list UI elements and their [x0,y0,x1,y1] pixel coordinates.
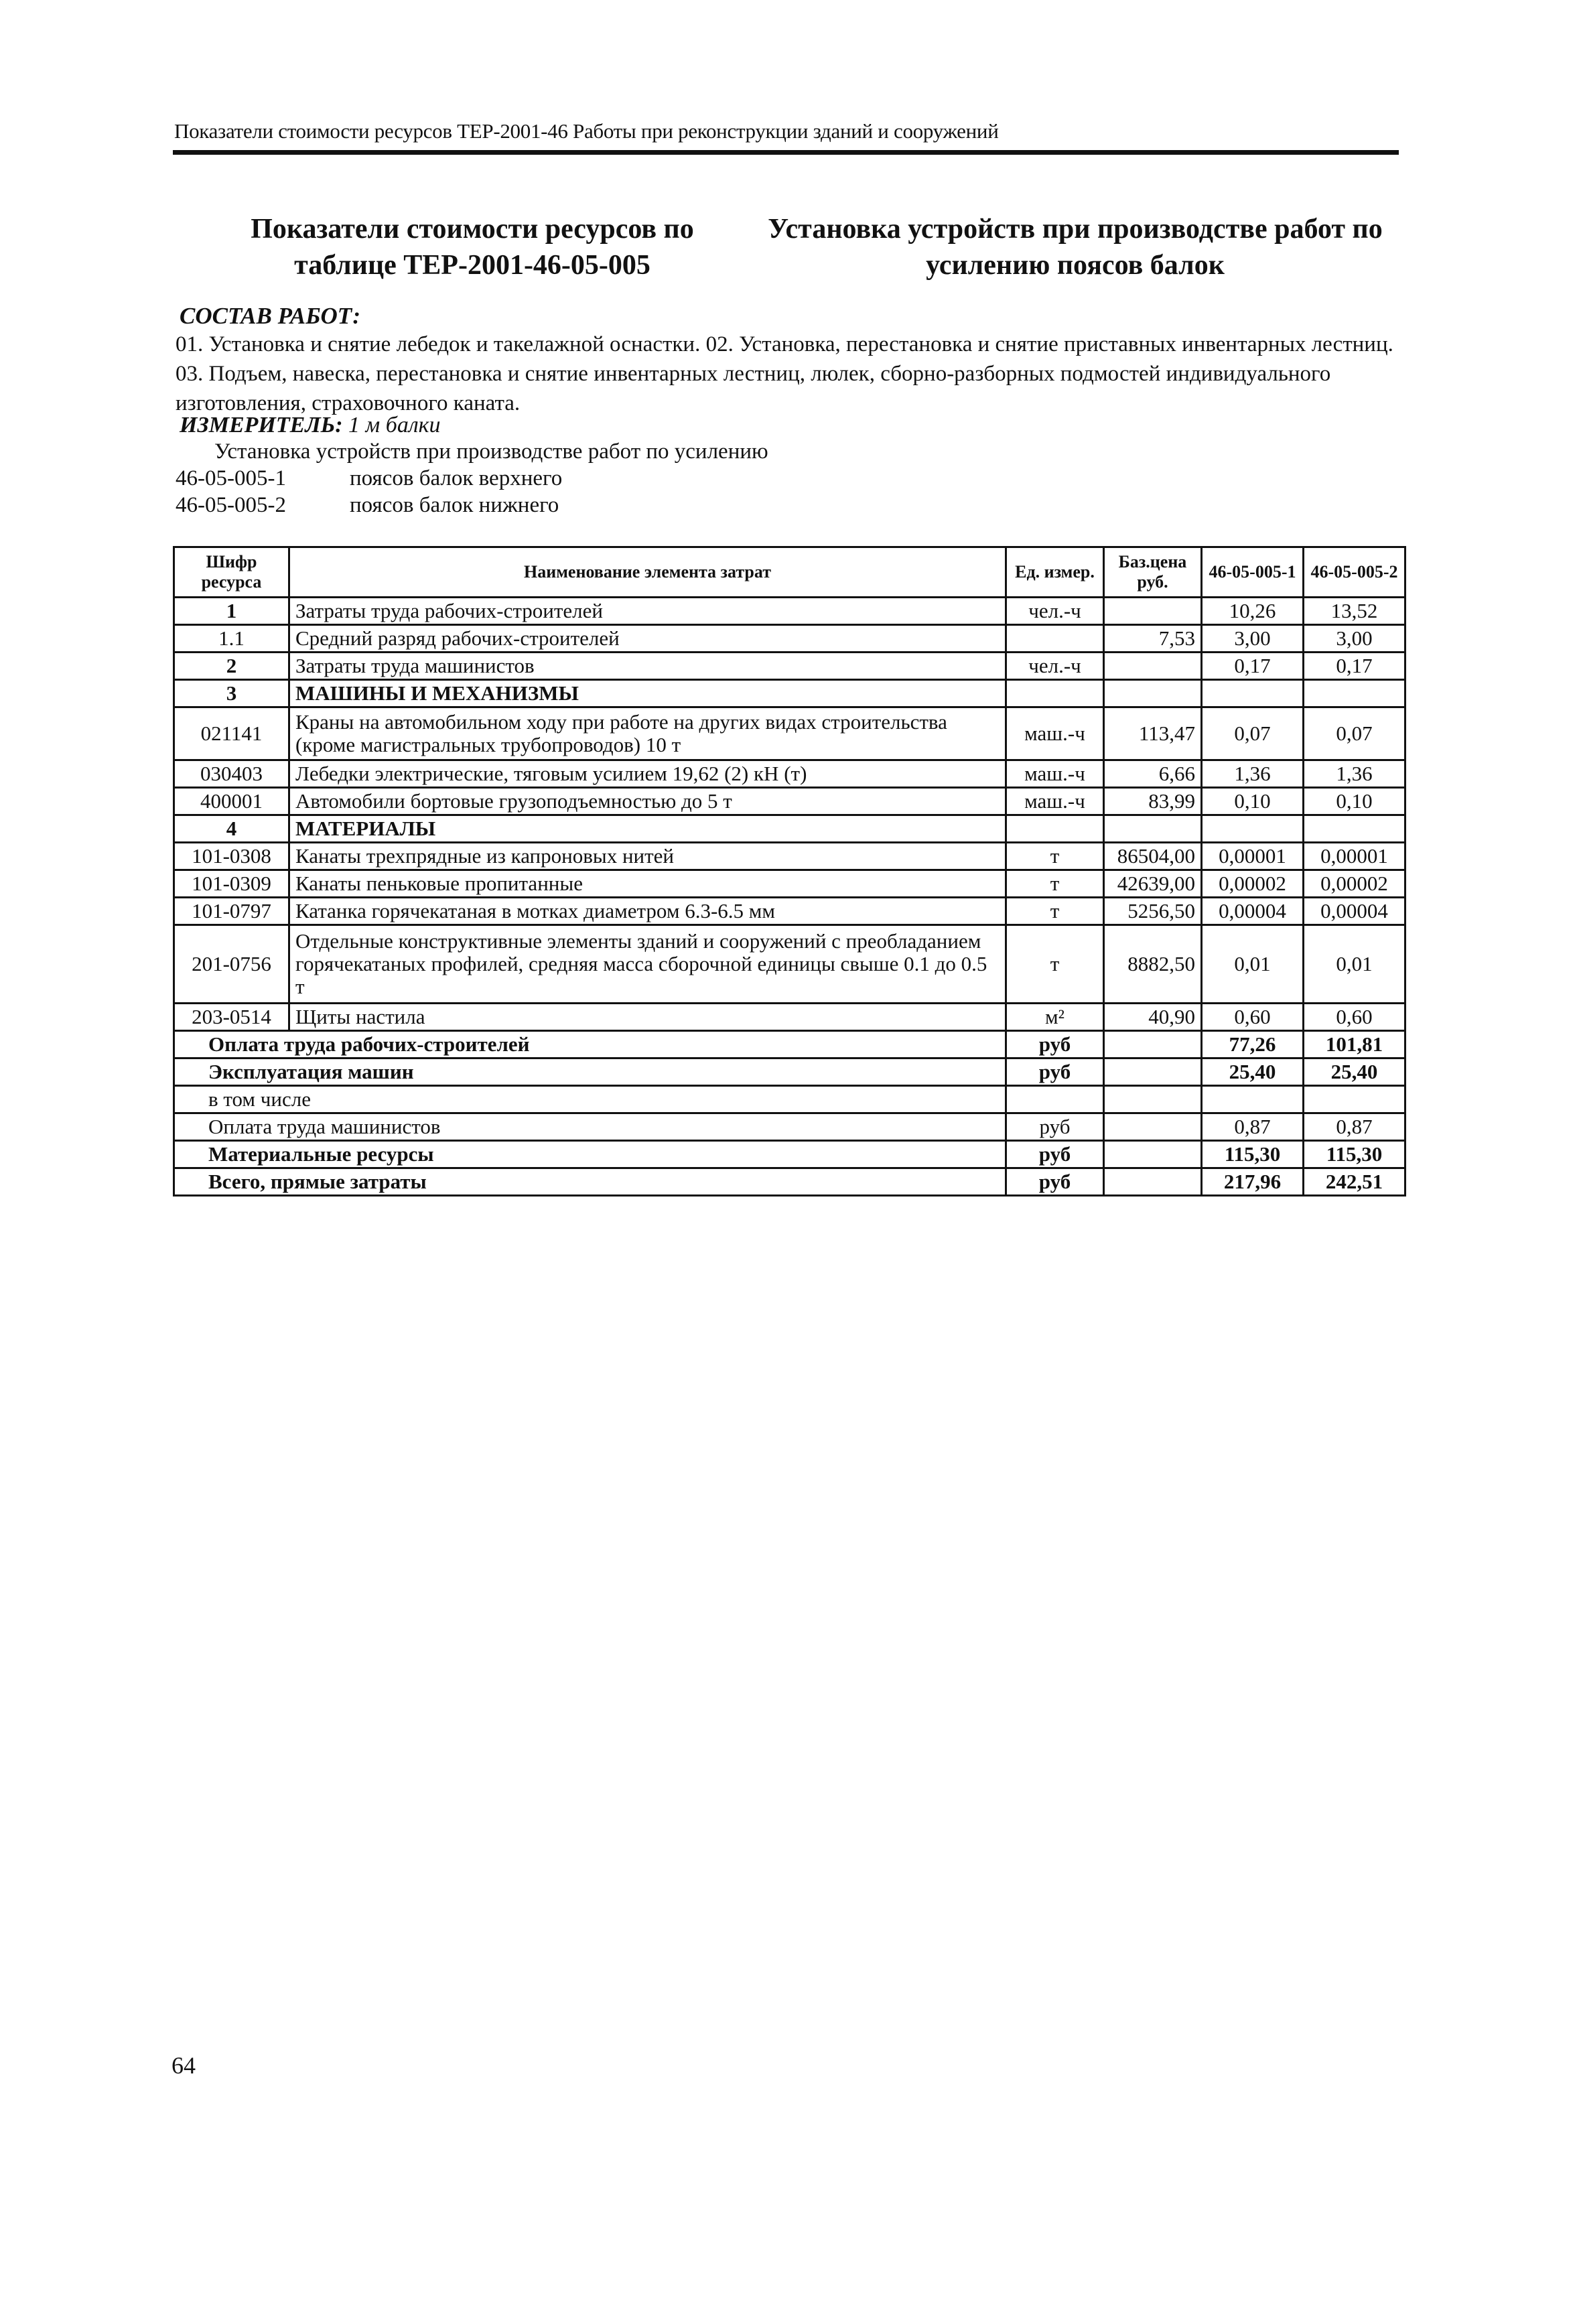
cell-name: Отдельные конструктивные элементы зданий и сооружений с преобладанием горячекатаных профилей, средняя масса сборочной единицы свыше 0.1 до 0.5 т [289,925,1006,1004]
cell-value-2: 13,52 [1304,598,1405,625]
variant-code: 46-05-005-1 [176,466,286,490]
cell-price: 113,47 [1104,707,1202,760]
measure-line [180,413,441,438]
resource-cost-table [173,546,1406,1197]
table-row [174,598,1405,625]
cell-price: 86504,00 [1104,843,1202,870]
cell-unit [1006,625,1104,653]
cell-price: 40,90 [1104,1004,1202,1031]
summary-price [1104,1113,1202,1141]
cell-value-1: 0,00002 [1202,870,1304,898]
cell-code: 101-0797 [174,898,289,925]
summary-value-2: 115,30 [1304,1141,1405,1168]
variant-row [176,493,559,518]
cell-code: 1.1 [174,625,289,653]
cell-name: МАШИНЫ И МЕХАНИЗМЫ [289,680,1006,707]
table-section-row [174,815,1405,843]
work-title-line-2: усилению поясов балок [926,250,1225,281]
header-col1: 46-05-005-1 [1202,547,1304,598]
summary-value-2: 242,51 [1304,1168,1405,1196]
summary-value-1: 25,40 [1202,1058,1304,1086]
cell-value-1: 0,10 [1202,788,1304,815]
cell-name: Канаты трехпрядные из капроновых нитей [289,843,1006,870]
table-row [174,707,1405,760]
header-name: Наименование элемента затрат [289,547,1006,598]
cell-name: Канаты пеньковые пропитанные [289,870,1006,898]
cell-name: Катанка горячекатаная в мотках диаметром 6.3-6.5 мм [289,898,1006,925]
cell-name: Затраты труда рабочих-строителей [289,598,1006,625]
table-title-line-1: Показатели стоимости ресурсов по [251,214,694,245]
cell-code: 400001 [174,788,289,815]
summary-name: Оплата труда рабочих-строителей [174,1031,1006,1058]
cell-code: 4 [174,815,289,843]
summary-unit: руб [1006,1031,1104,1058]
variant-text: поясов балок нижнего [350,493,559,517]
summary-name: Эксплуатация машин [174,1058,1006,1086]
cell-code: 021141 [174,707,289,760]
cell-unit [1006,815,1104,843]
summary-name: Материальные ресурсы [174,1141,1006,1168]
cell-value-2 [1304,680,1405,707]
summary-row [174,1031,1405,1058]
table-row [174,925,1405,1004]
variant-code: 46-05-005-2 [176,493,286,517]
cell-price: 7,53 [1104,625,1202,653]
cell-price: 42639,00 [1104,870,1202,898]
cell-name: Краны на автомобильном ходу при работе на других видах строительства (кроме магистральных трубопроводов) 10 т [289,707,1006,760]
summary-price [1104,1031,1202,1058]
table-row [174,788,1405,815]
measure-value: 1 м балки [348,413,441,437]
table-title [194,211,750,283]
cell-unit: т [1006,898,1104,925]
cell-price [1104,598,1202,625]
cell-unit: т [1006,843,1104,870]
cell-unit: т [1006,870,1104,898]
summary-value-2: 25,40 [1304,1058,1405,1086]
cell-value-2: 0,07 [1304,707,1405,760]
cell-unit: чел.-ч [1006,653,1104,680]
page-number: 64 [171,2052,196,2079]
cell-unit: маш.-ч [1006,707,1104,760]
cell-unit: т [1006,925,1104,1004]
summary-unit: руб [1006,1141,1104,1168]
cell-unit: чел.-ч [1006,598,1104,625]
summary-row [174,1086,1405,1113]
cell-code: 1 [174,598,289,625]
table-row [174,1004,1405,1031]
summary-name: в том числе [174,1086,1006,1113]
cell-value-1: 10,26 [1202,598,1304,625]
cell-code: 3 [174,680,289,707]
cell-unit [1006,680,1104,707]
header-col2: 46-05-005-2 [1304,547,1405,598]
cell-value-1: 0,17 [1202,653,1304,680]
work-title [750,211,1400,283]
header-unit: Ед. измер. [1006,547,1104,598]
cell-price: 83,99 [1104,788,1202,815]
summary-unit: руб [1006,1058,1104,1086]
summary-price [1104,1086,1202,1113]
cell-price [1104,680,1202,707]
cell-value-1: 0,00001 [1202,843,1304,870]
summary-row [174,1141,1405,1168]
summary-price [1104,1168,1202,1196]
cell-value-2: 0,60 [1304,1004,1405,1031]
cell-name: Затраты труда машинистов [289,653,1006,680]
cell-value-2: 3,00 [1304,625,1405,653]
cell-value-1 [1202,815,1304,843]
summary-value-1: 77,26 [1202,1031,1304,1058]
cell-price: 8882,50 [1104,925,1202,1004]
header-rule [173,150,1399,155]
table-title-line-2: таблице ТЕР-2001-46-05-005 [294,250,650,281]
cell-value-1: 0,01 [1202,925,1304,1004]
table-row [174,625,1405,653]
table-row [174,653,1405,680]
cell-value-1: 0,07 [1202,707,1304,760]
cell-name: МАТЕРИАЛЫ [289,815,1006,843]
table-row [174,870,1405,898]
cell-value-1: 3,00 [1202,625,1304,653]
cell-name: Щиты настила [289,1004,1006,1031]
summary-value-2 [1304,1086,1405,1113]
work-title-line-1: Установка устройств при производстве работ по [768,214,1383,245]
cell-value-1: 0,60 [1202,1004,1304,1031]
cell-value-2: 0,10 [1304,788,1405,815]
table-row [174,898,1405,925]
summary-price [1104,1141,1202,1168]
summary-price [1104,1058,1202,1086]
cell-value-1: 1,36 [1202,760,1304,788]
table-row [174,843,1405,870]
cell-code: 2 [174,653,289,680]
summary-value-1 [1202,1086,1304,1113]
cell-name: Средний разряд рабочих-строителей [289,625,1006,653]
cell-value-1 [1202,680,1304,707]
cell-value-2: 0,17 [1304,653,1405,680]
cell-name: Лебедки электрические, тяговым усилием 19,62 (2) кН (т) [289,760,1006,788]
cell-value-2: 0,01 [1304,925,1405,1004]
cell-price: 6,66 [1104,760,1202,788]
summary-value-2: 101,81 [1304,1031,1405,1058]
header-code: Шифр ресурса [174,547,289,598]
cell-value-2 [1304,815,1405,843]
summary-unit [1006,1086,1104,1113]
cell-value-2: 1,36 [1304,760,1405,788]
summary-name: Всего, прямые затраты [174,1168,1006,1196]
summary-value-2: 0,87 [1304,1113,1405,1141]
cell-price: 5256,50 [1104,898,1202,925]
table-section-row [174,680,1405,707]
cell-unit: м² [1006,1004,1104,1031]
cell-value-2: 0,00002 [1304,870,1405,898]
cell-code: 203-0514 [174,1004,289,1031]
variant-text: поясов балок верхнего [350,466,563,490]
work-composition-label: СОСТАВ РАБОТ: [180,303,361,329]
summary-value-1: 115,30 [1202,1141,1304,1168]
cell-code: 201-0756 [174,925,289,1004]
cell-price [1104,653,1202,680]
summary-unit: руб [1006,1168,1104,1196]
cell-code: 101-0308 [174,843,289,870]
cell-value-2: 0,00004 [1304,898,1405,925]
work-composition-text: 01. Установка и снятие лебедок и такелажной оснастки. 02. Установка, перестановка и снятие приставных инвентарных лестниц. 03. Подъем, навеска, перестановка и снятие инвентарных лестниц, люлек, сборно-разборных подмостей индивидуального изготовления, страховочного каната. [176,332,1393,415]
variant-row [176,466,562,491]
table-row [174,760,1405,788]
measure-label: ИЗМЕРИТЕЛЬ: [180,413,343,437]
cell-price [1104,815,1202,843]
summary-row [174,1058,1405,1086]
table-header-row [174,547,1405,598]
cell-code: 101-0309 [174,870,289,898]
cell-code: 030403 [174,760,289,788]
header-price: Баз.цена руб. [1104,547,1202,598]
cell-unit: маш.-ч [1006,760,1104,788]
summary-unit: руб [1006,1113,1104,1141]
summary-value-1: 0,87 [1202,1113,1304,1141]
summary-row [174,1113,1405,1141]
summary-name: Оплата труда машинистов [174,1113,1006,1141]
variant-heading: Установка устройств при производстве работ по усилению [214,439,768,464]
cell-name: Автомобили бортовые грузоподъемностью до 5 т [289,788,1006,815]
cell-value-2: 0,00001 [1304,843,1405,870]
summary-row [174,1168,1405,1196]
running-head: Показатели стоимости ресурсов ТЕР-2001-46 Работы при реконструкции зданий и сооружений [174,119,999,143]
cell-unit: маш.-ч [1006,788,1104,815]
summary-value-1: 217,96 [1202,1168,1304,1196]
cell-value-1: 0,00004 [1202,898,1304,925]
